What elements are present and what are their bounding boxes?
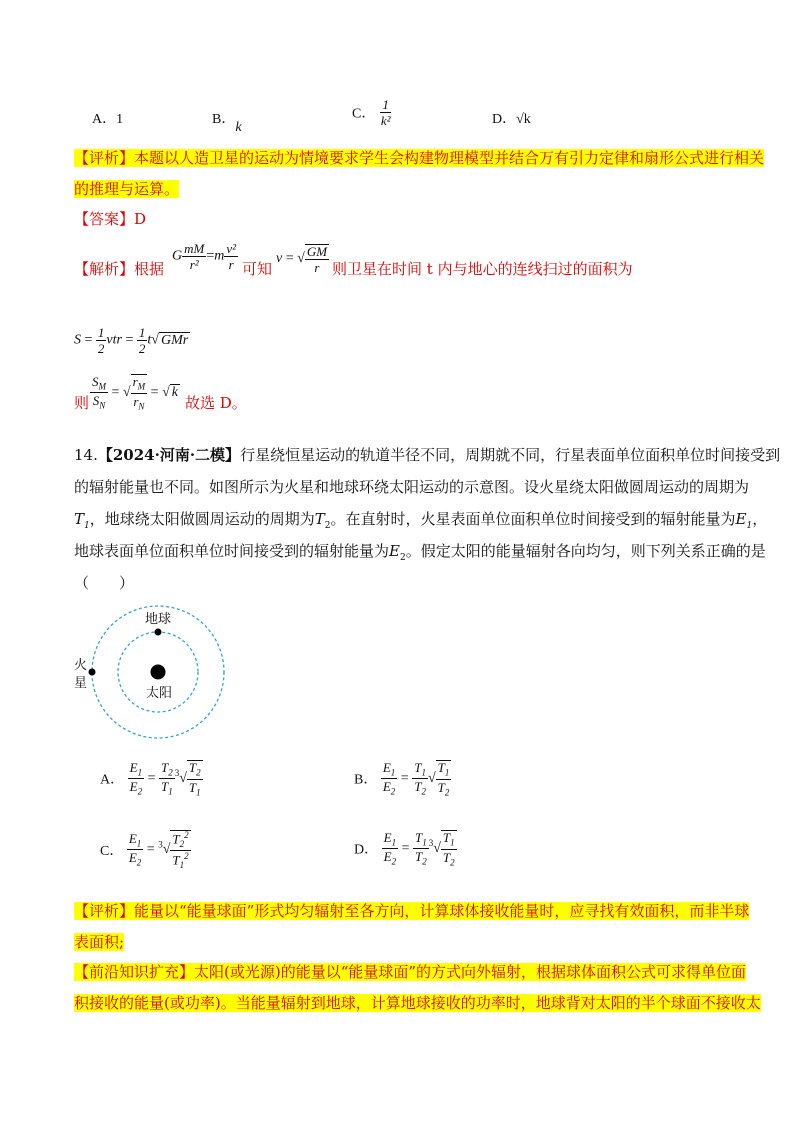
q14-blank: （ ） xyxy=(74,574,135,592)
ratio-suffix: 故选 D。 xyxy=(185,394,247,412)
option-c: C． $\frac{1}{\text{k²}}$ xyxy=(352,97,391,128)
q14-analysis-line-1: 【评析】能量以“能量球面”形式均匀辐射至各方向，计算球体接收能量时，应寻找有效面积，而非半球 xyxy=(74,902,750,920)
mars-dot xyxy=(89,669,96,676)
ratio-formula: $\frac{S_M}{S_N}$ = √ $\frac{r_M}{r_N}$ = √ k xyxy=(92,373,178,412)
q14-line-1: 14.【2024·河南·二模】行星绕恒星运动的轨道半径不同，周期就不同，行星表面单位面积单位时间接受到 xyxy=(74,446,781,464)
area-formula: S = $\frac{1}{2}$ vtr = $\frac{1}{2}$ t√ GMr xyxy=(74,325,189,356)
ratio-prefix: 则 xyxy=(74,394,90,412)
option-a: A．1 xyxy=(92,112,124,127)
velocity-formula: v = √ $\frac{GM}{r}$ xyxy=(276,244,328,275)
q13-answer: 【答案】D xyxy=(74,210,147,228)
q13-analysis-line-2: 的推理与运算。 xyxy=(74,180,180,198)
q13-explain-line: 【解析】根据 xyxy=(74,260,165,278)
explain-mid: 可知 xyxy=(242,260,273,278)
gravity-formula: G $\frac{mM}{\text{r²}}$ =m $\frac{\text{v²}}{r}$ xyxy=(172,241,237,272)
earth-label: 地球 xyxy=(145,612,172,627)
earth-dot xyxy=(155,629,162,636)
mars-label-2: 星 xyxy=(74,676,88,691)
sun-dot xyxy=(151,665,166,680)
sun-label: 太阳 xyxy=(146,686,173,701)
explain-suffix: 则卫星在时间 t 内与地心的连线扫过的面积为 xyxy=(332,260,633,278)
mars-label-1: 火 xyxy=(74,658,88,673)
q13-analysis-line-1: 【评析】本题以人造卫星的运动为情境要求学生会构建物理模型并结合万有引力定律和扇形公式进行相关 xyxy=(74,149,765,167)
q14-ext-line-2: 积接收的能量(或功率)。当能量辐射到地球，计算地球接收的功率时，地球背对太阳的半个球面不接收太 xyxy=(74,994,761,1012)
q14-option-d: D． $\frac{E_1}{E_2}$ = $\frac{T_1}{T_2}$ $^3$√ $\frac{T_1}{T_2}$ xyxy=(354,829,455,868)
q14-line-2: 的辐射能量也不同。如图所示为火星和地球环绕太阳运动的示意图。设火星绕太阳做圆周运动的周期为 xyxy=(74,478,750,496)
q14-ext-line-1: 【前沿知识扩充】太阳(或光源)的能量以“能量球面”的方式向外辐射，根据球体面积公式可求得单位面 xyxy=(74,963,747,981)
q14-option-b: B． $\frac{E_1}{E_2}$ = $\frac{T_1}{T_2}$ √ $\frac{T_1}{T_2}$ xyxy=(354,759,450,798)
option-c-fraction: $\frac{1}{\text{k²}}$ xyxy=(380,97,391,128)
q14-option-c: C． $\frac{E_1}{E_2}$ = $^3$√ $\frac{T_2^2}{T_1^2}$ xyxy=(100,830,189,870)
q14-line-3: $T_1$，地球绕太阳做圆周运动的周期为$T_2$。在直射时，火星表面单位面积单位时间接受到的辐射能量为$E_1$， xyxy=(74,510,768,531)
option-b: B．k xyxy=(212,112,242,135)
q14-analysis-line-2: 表面积; xyxy=(74,933,125,951)
q14-option-a: A． $\frac{E_1}{E_2}$ = $\frac{T_2}{T_1}$ $^3$√ $\frac{T_2}{T_1}$ xyxy=(100,759,201,798)
option-d: D．√k xyxy=(492,112,531,127)
q14-line-4: 地球表面单位面积单位时间接受到的辐射能量为$E_2$。假定太阳的能量辐射各向均匀，则下列关系正确的是 xyxy=(74,542,766,563)
